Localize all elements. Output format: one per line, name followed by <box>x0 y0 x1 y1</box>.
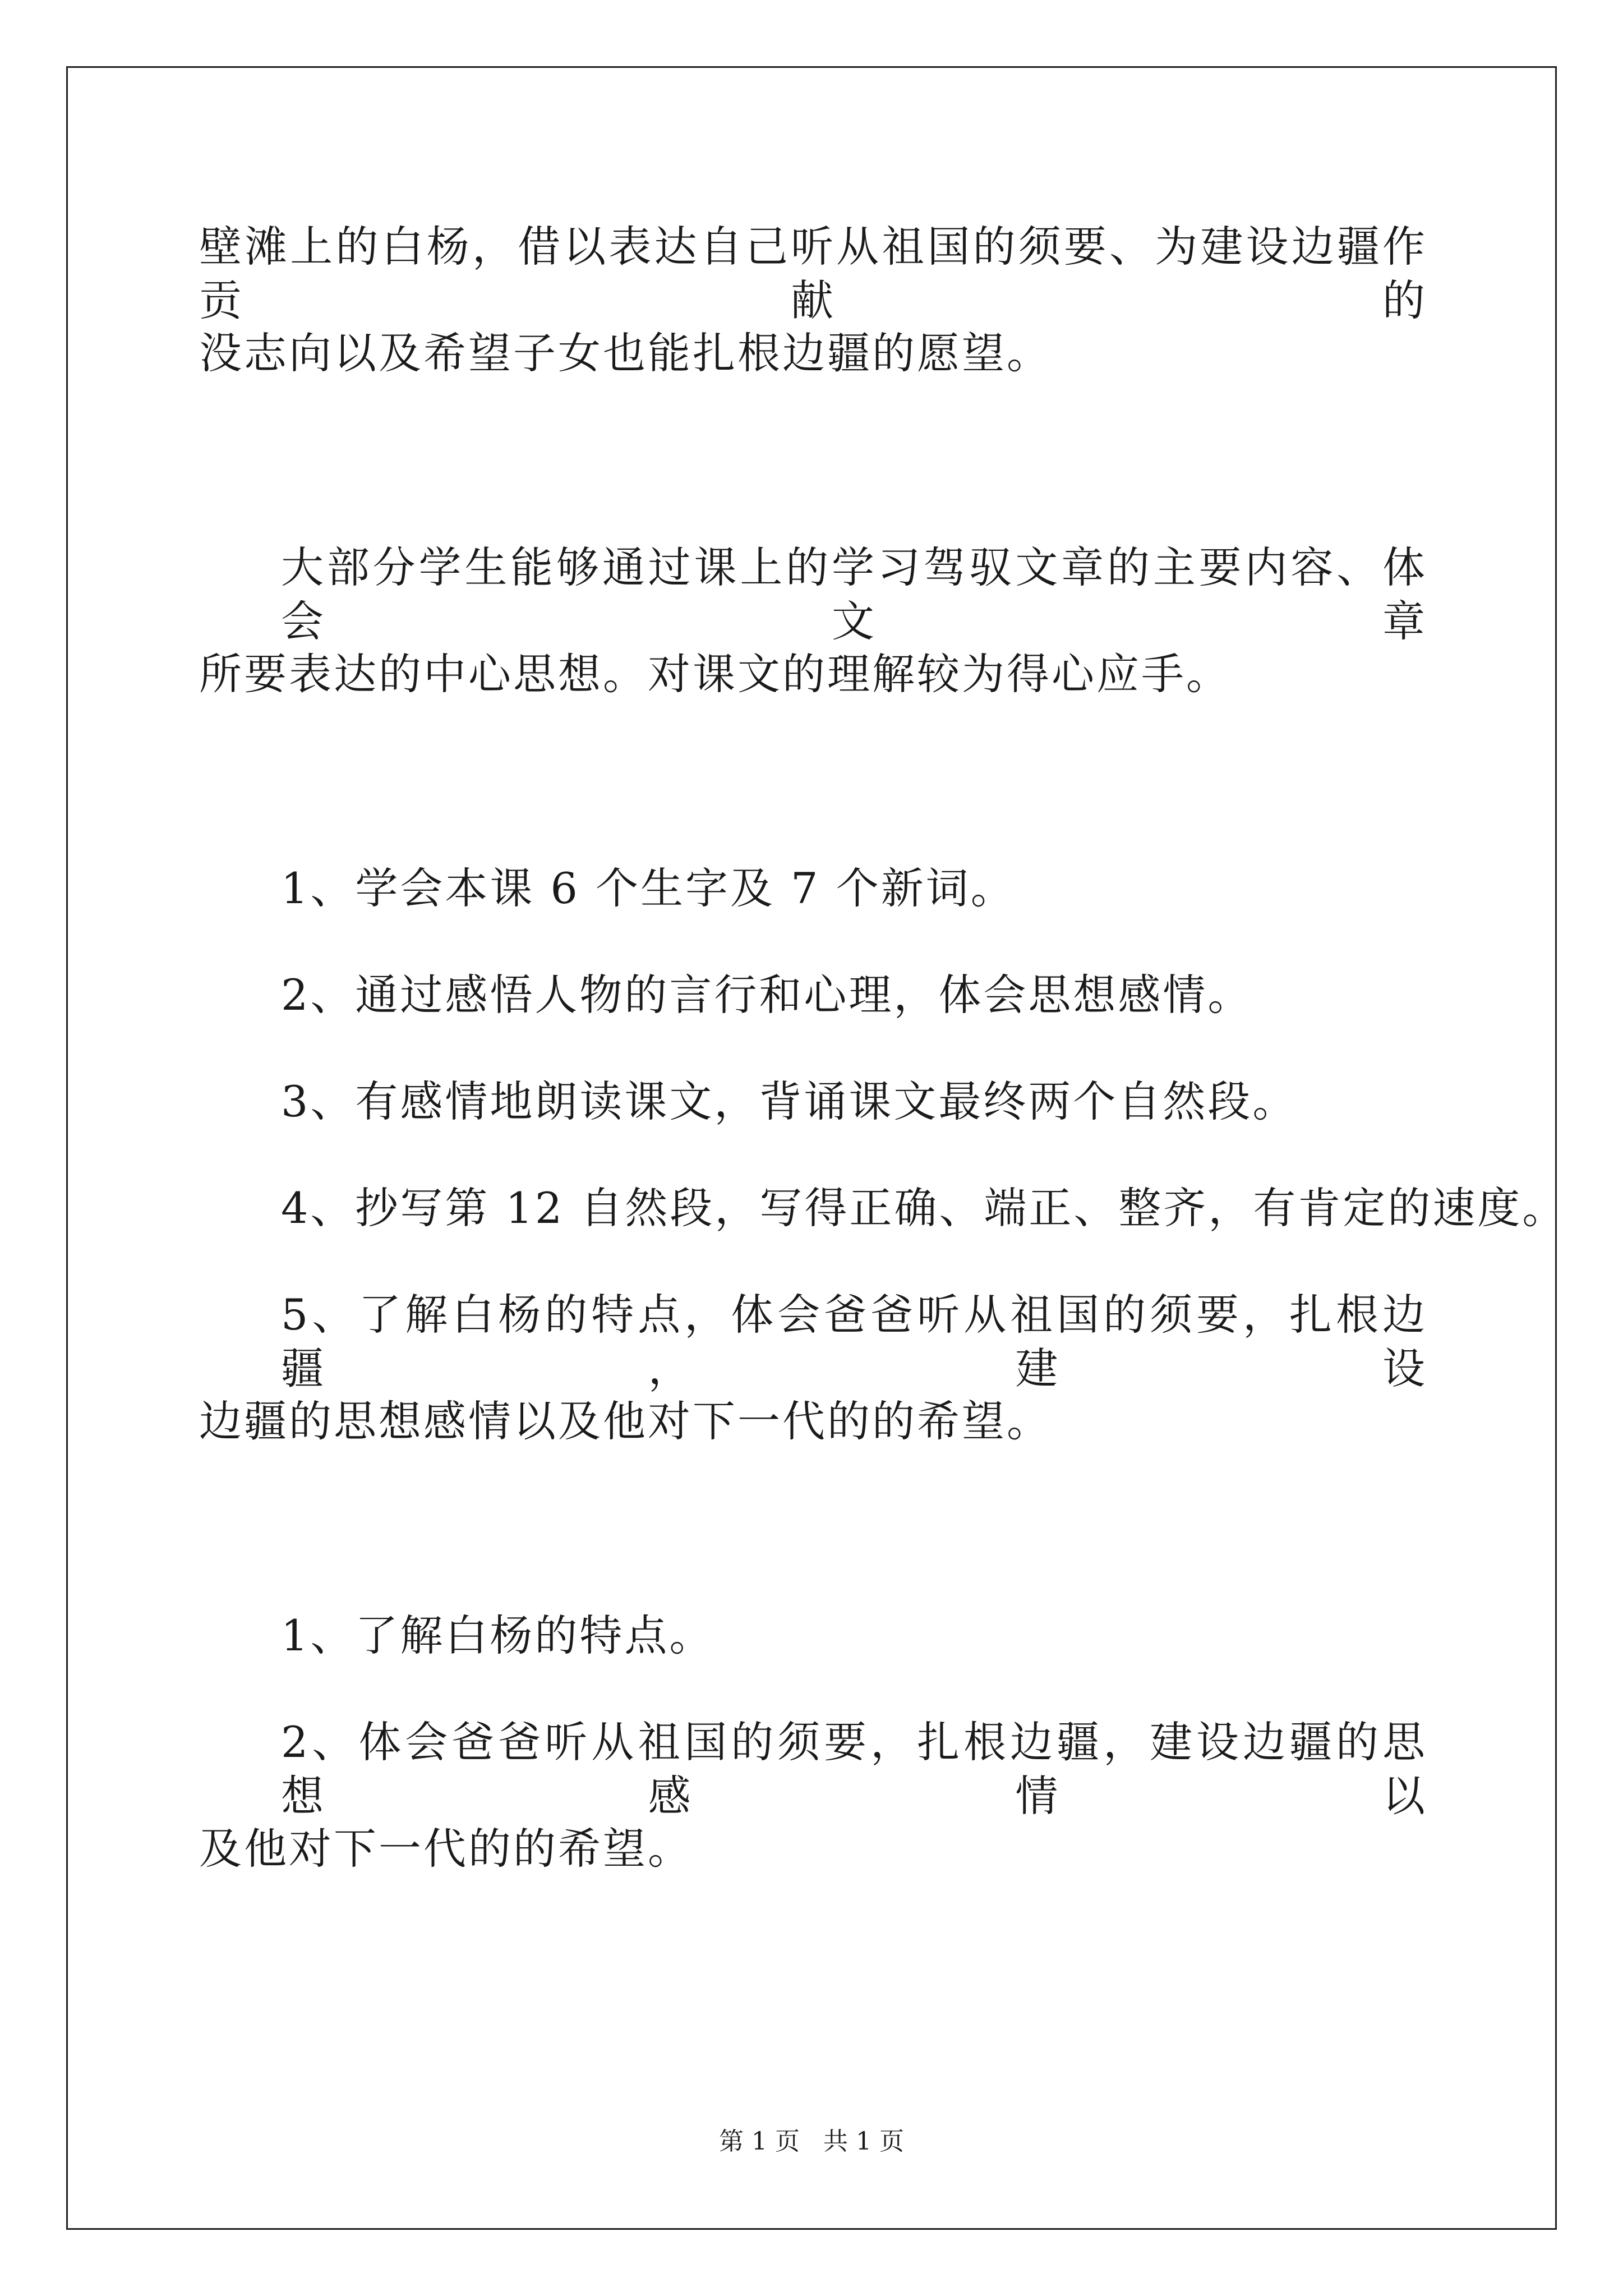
keypoint-item-2-line-2: 及他对下一代的的希望。 <box>199 1824 693 1874</box>
paragraph-2-line-1: 大部分学生能够通过课上的学习驾驭文章的主要内容、体会文章 <box>281 542 1427 646</box>
objective-item-1: 1、学会本课 6 个生字及 7 个新词。 <box>281 863 1016 913</box>
page-footer <box>0 2126 1623 2157</box>
objective-item-2: 2、通过感悟人物的言行和心理，体会思想感情。 <box>281 970 1253 1020</box>
objective-item-3: 3、有感情地朗读课文，背诵课文最终两个自然段。 <box>281 1076 1298 1126</box>
paragraph-1-line-2: 没志向以及希望子女也能扎根边疆的愿望。 <box>199 328 1052 378</box>
objective-item-4: 4、抄写第 12 自然段，写得正确、端正、整齐，有肯定的速度。 <box>281 1183 1567 1233</box>
objective-item-5-line-1: 5、了解白杨的特点，体会爸爸听从祖国的须要，扎根边疆，建设 <box>281 1290 1427 1393</box>
paragraph-2-line-2: 所要表达的中心思想。对课文的理解较为得心应手。 <box>199 649 1231 699</box>
page-number-total: 共 1 页 <box>823 2127 904 2156</box>
keypoint-item-2-line-1: 2、体会爸爸听从祖国的须要，扎根边疆，建设边疆的思想感情以 <box>281 1717 1427 1821</box>
objective-item-5-line-2: 边疆的思想感情以及他对下一代的的希望。 <box>199 1396 1052 1446</box>
keypoint-item-1: 1、了解白杨的特点。 <box>281 1611 714 1660</box>
page-number-current: 第 1 页 <box>719 2127 800 2156</box>
page-border <box>66 66 1567 2230</box>
paragraph-1-line-1: 壁滩上的白杨，借以表达自己听从祖国的须要、为建设边疆作贡献的 <box>199 222 1427 325</box>
